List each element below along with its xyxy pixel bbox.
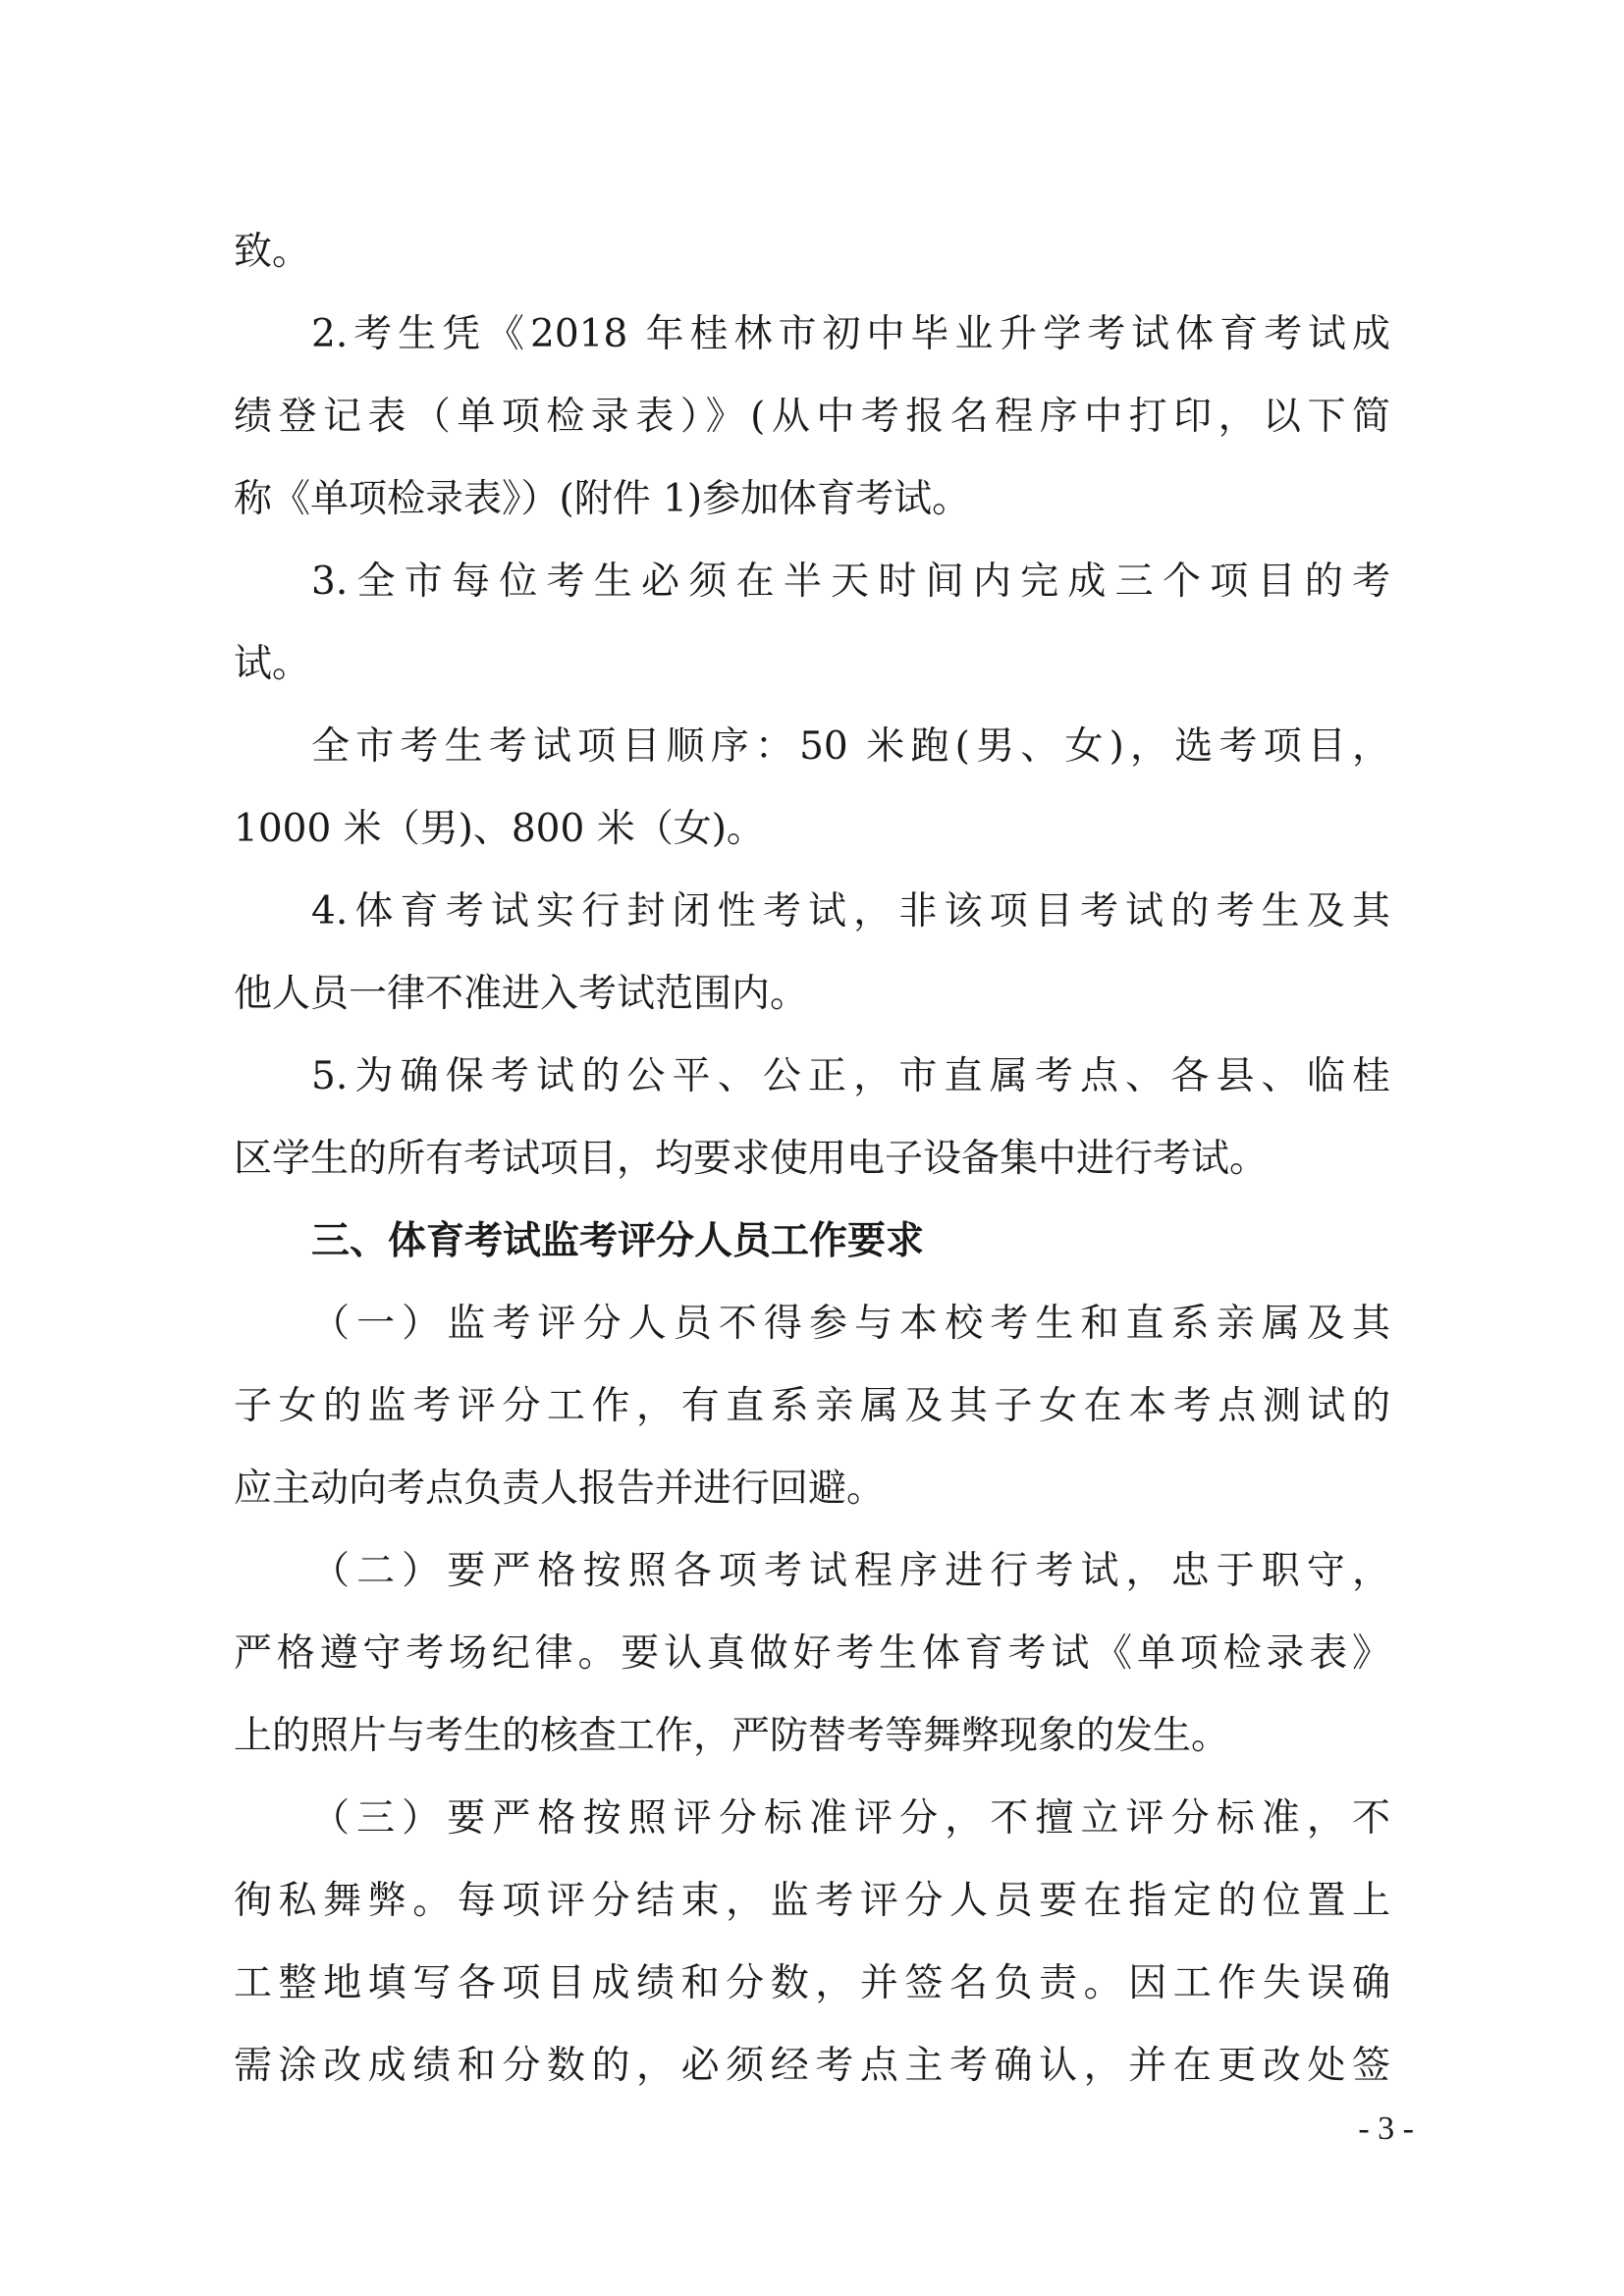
paragraph-line: 上的照片与考生的核查工作，严防替考等舞弊现象的发生。 (234, 1714, 1230, 1758)
paragraph-line: 严格遵守考场纪律。要认真做好考生体育考试《单项检录表》 (234, 1631, 1390, 1676)
paragraph-line: 称《单项检录表》）(附件 1)参加体育考试。 (234, 477, 971, 521)
paragraph-line: 4.体育考试实行封闭性考试，非该项目考试的考生及其 (311, 889, 1390, 934)
paragraph-line: 应主动向考点负责人报告并进行回避。 (234, 1467, 886, 1511)
section-heading: 三、体育考试监考评分人员工作要求 (311, 1219, 925, 1263)
paragraph-line: 需涂改成绩和分数的，必须经考点主考确认，并在更改处签 (234, 2044, 1390, 2088)
paragraph-line: 他人员一律不准进入考试范围内。 (234, 972, 809, 1016)
paragraph-line: 致。 (234, 230, 311, 274)
paragraph-line: 区学生的所有考试项目，均要求使用电子设备集中进行考试。 (234, 1137, 1269, 1181)
paragraph-line: 1000 米（男)、800 米（女)。 (234, 807, 765, 851)
page-number: - 3 - (1358, 2110, 1414, 2147)
paragraph-line: （一）监考评分人员不得参与本校考生和直系亲属及其 (311, 1302, 1390, 1346)
paragraph-line: 工整地填写各项目成绩和分数，并签名负责。因工作失误确 (234, 1961, 1390, 2005)
paragraph-line: 2.考生凭《2018 年桂林市初中毕业升学考试体育考试成 (311, 312, 1390, 356)
paragraph-line: 试。 (234, 642, 311, 686)
paragraph-line: （三）要严格按照评分标准评分，不擅立评分标准，不 (311, 1796, 1390, 1841)
paragraph-line: 徇私舞弊。每项评分结束，监考评分人员要在指定的位置上 (234, 1879, 1390, 1923)
paragraph-line: 5.为确保考试的公平、公正，市直属考点、各县、临桂 (311, 1054, 1390, 1098)
document-body (234, 211, 1390, 2108)
paragraph-line: 3.全市每位考生必须在半天时间内完成三个项目的考 (311, 560, 1390, 604)
paragraph-line: 子女的监考评分工作，有直系亲属及其子女在本考点测试的 (234, 1384, 1390, 1428)
paragraph-line: 绩登记表（单项检录表）》(从中考报名程序中打印，以下简 (234, 395, 1390, 439)
paragraph-line: 全市考生考试项目顺序：50 米跑(男、女)，选考项目， (311, 724, 1390, 769)
paragraph-line: （二）要严格按照各项考试程序进行考试，忠于职守， (311, 1549, 1390, 1593)
